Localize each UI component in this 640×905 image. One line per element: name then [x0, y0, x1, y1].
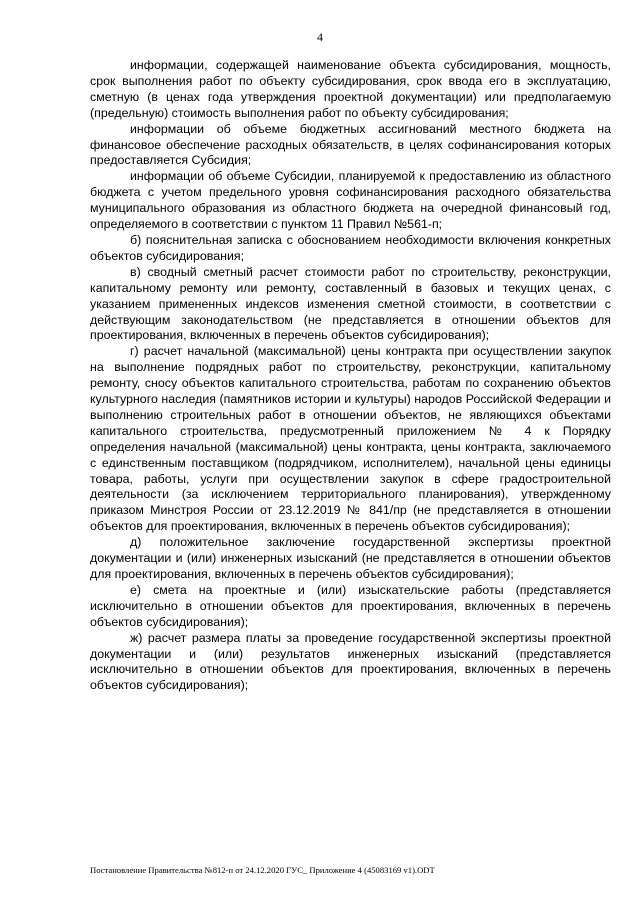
paragraph-item-g: г) расчет начальной (максимальной) цены контракта при осуществлении закупок на выполнение подрядных работ по строительству, реконструкции, капитальному ремонту, сносу объектов капитального строительства, работам по сохранению объектов культурного наследия (памятников истории и культуры) народов Российской Федерации и выполнению строительных работ в отношении объектов, не являющихся объектами капитального строительства, предусмотренный приложением № 4 к Порядку определения начальной (максимальной) цены контракта, цены контракта, заключаемого с единственным поставщиком (подрядчиком, исполнителем), начальной цены единицы товара, работы, услуги при осуществлении закупок в сфере градостроительной деятельности (за исключением территориального планирования), утвержденному приказом Минстроя России от 23.12.2019 № 841/пр (не представляется в отношении объектов для проектирования, включенных в перечень объектов субсидирования); [90, 344, 611, 534]
paragraph-subsidy-volume: информации об объеме Субсидии, планируемой к предоставлению из областного бюджета с учетом предельного уровня софинансирования расходного обязательства муниципального образования из областного бюджета на очередной финансовый год, определяемого в соответствии с пунктом 11 Правил №561-п; [90, 169, 611, 232]
paragraph-item-v: в) сводный сметный расчет стоимости работ по строительству, реконструкции, капитальному ремонту или ремонту, составленный в базовых и текущих ценах, с указанием примененных индексов изменения сметной стоимости, в соответствии с действующим законодательством (не представляется в отношении объектов для проектирования, включенных в перечень объектов субсидирования); [90, 264, 611, 343]
paragraph-item-e: е) смета на проектные и (или) изыскательские работы (представляется исключительно в отношении объектов для проектирования, включенных в перечень объектов субсидирования); [90, 582, 611, 629]
paragraph-item-b: б) пояснительная записка с обоснованием необходимости включения конкретных объектов субсидирования; [90, 232, 611, 263]
paragraph-item-d: д) положительное заключение государственной экспертизы проектной документации и (или) инженерных изысканий (не представляется в отношении объектов для проектирования, включенных в перечень объектов субсидирования); [90, 535, 611, 581]
document-footer: Постановление Правительства №812-п от 24.12.2020 ГУС_ Приложение 4 (45083169 v1).ODT [90, 865, 435, 875]
page-number: 4 [317, 30, 323, 44]
paragraph-item-zh: ж) расчет размера платы за проведение государственной экспертизы проектной документации и (или) результатов инженерных изысканий (представляется исключительно в отношении объектов для проектирования, включенных в перечень объектов субсидирования); [90, 630, 611, 693]
paragraph-budget-allocations: информации об объеме бюджетных ассигнований местного бюджета на финансовое обеспечение расходных обязательств, в целях софинансирования которых предоставляется Субсидия; [90, 121, 611, 168]
paragraph-object-info: информации, содержащей наименование объекта субсидирования, мощность, срок выполнения работ по объекту субсидирования, срок ввода его в эксплуатацию, сметную (в ценах года утверждения проектной документации) или предполагаемую (предельную) стоимость выполнения работ по объекту субсидирования; [90, 58, 611, 120]
document-body [90, 58, 611, 694]
